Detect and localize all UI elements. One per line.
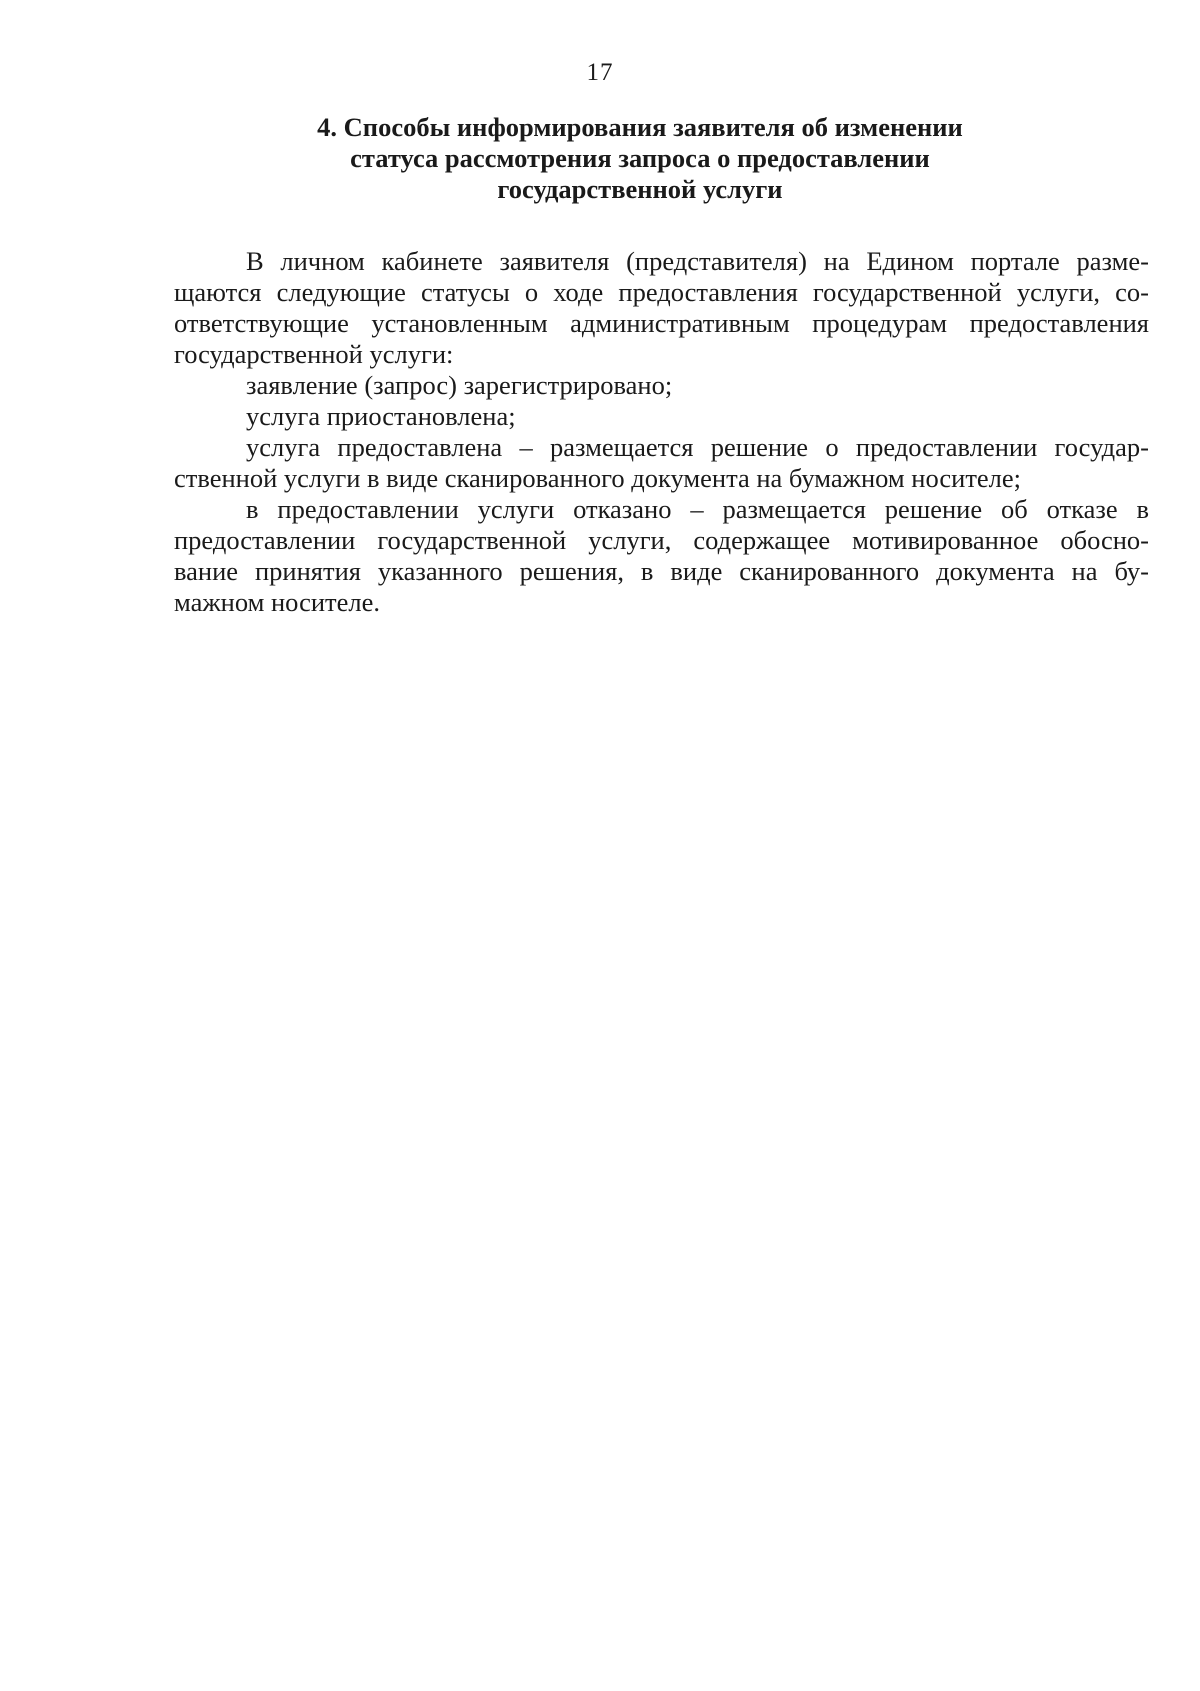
page-number: 17 xyxy=(586,59,614,86)
document-body xyxy=(174,246,1149,618)
paragraph-intro xyxy=(174,246,1149,370)
text-line: В личном кабинете заявителя (представителя) на Едином портале разме- xyxy=(246,246,1149,276)
text-line: в предоставлении услуги отказано – размещается решение об отказе в xyxy=(246,494,1149,524)
text-line: ственной услуги в виде сканированного документа на бумажном носителе; xyxy=(174,463,1022,493)
text-line: услуга приостановлена; xyxy=(246,401,516,431)
text-line: щаются следующие статусы о ходе предоставления государственной услуги, со- xyxy=(174,277,1149,307)
text-line: услуга предоставлена – размещается решение о предоставлении государ- xyxy=(246,432,1149,462)
paragraph-status-registered xyxy=(174,370,1149,401)
paragraph-status-provided xyxy=(174,432,1149,494)
text-line: государственной услуги: xyxy=(174,339,454,369)
text-line: вание принятия указанного решения, в виде сканированного документа на бу- xyxy=(174,556,1149,586)
text-line: заявление (запрос) зарегистрировано; xyxy=(246,370,673,400)
text-line: мажном носителе. xyxy=(174,587,380,617)
text-line: ответствующие установленным административным процедурам предоставления xyxy=(174,308,1149,338)
heading-line: 4. Способы информирования заявителя об изменении xyxy=(317,112,963,142)
heading-line: статуса рассмотрения запроса о предоставлении xyxy=(350,143,930,173)
paragraph-status-suspended xyxy=(174,401,1149,432)
paragraph-status-refused xyxy=(174,494,1149,618)
section-heading xyxy=(260,112,1020,205)
text-line: предоставлении государственной услуги, содержащее мотивированное обосно- xyxy=(174,525,1149,555)
heading-line: государственной услуги xyxy=(497,174,783,204)
